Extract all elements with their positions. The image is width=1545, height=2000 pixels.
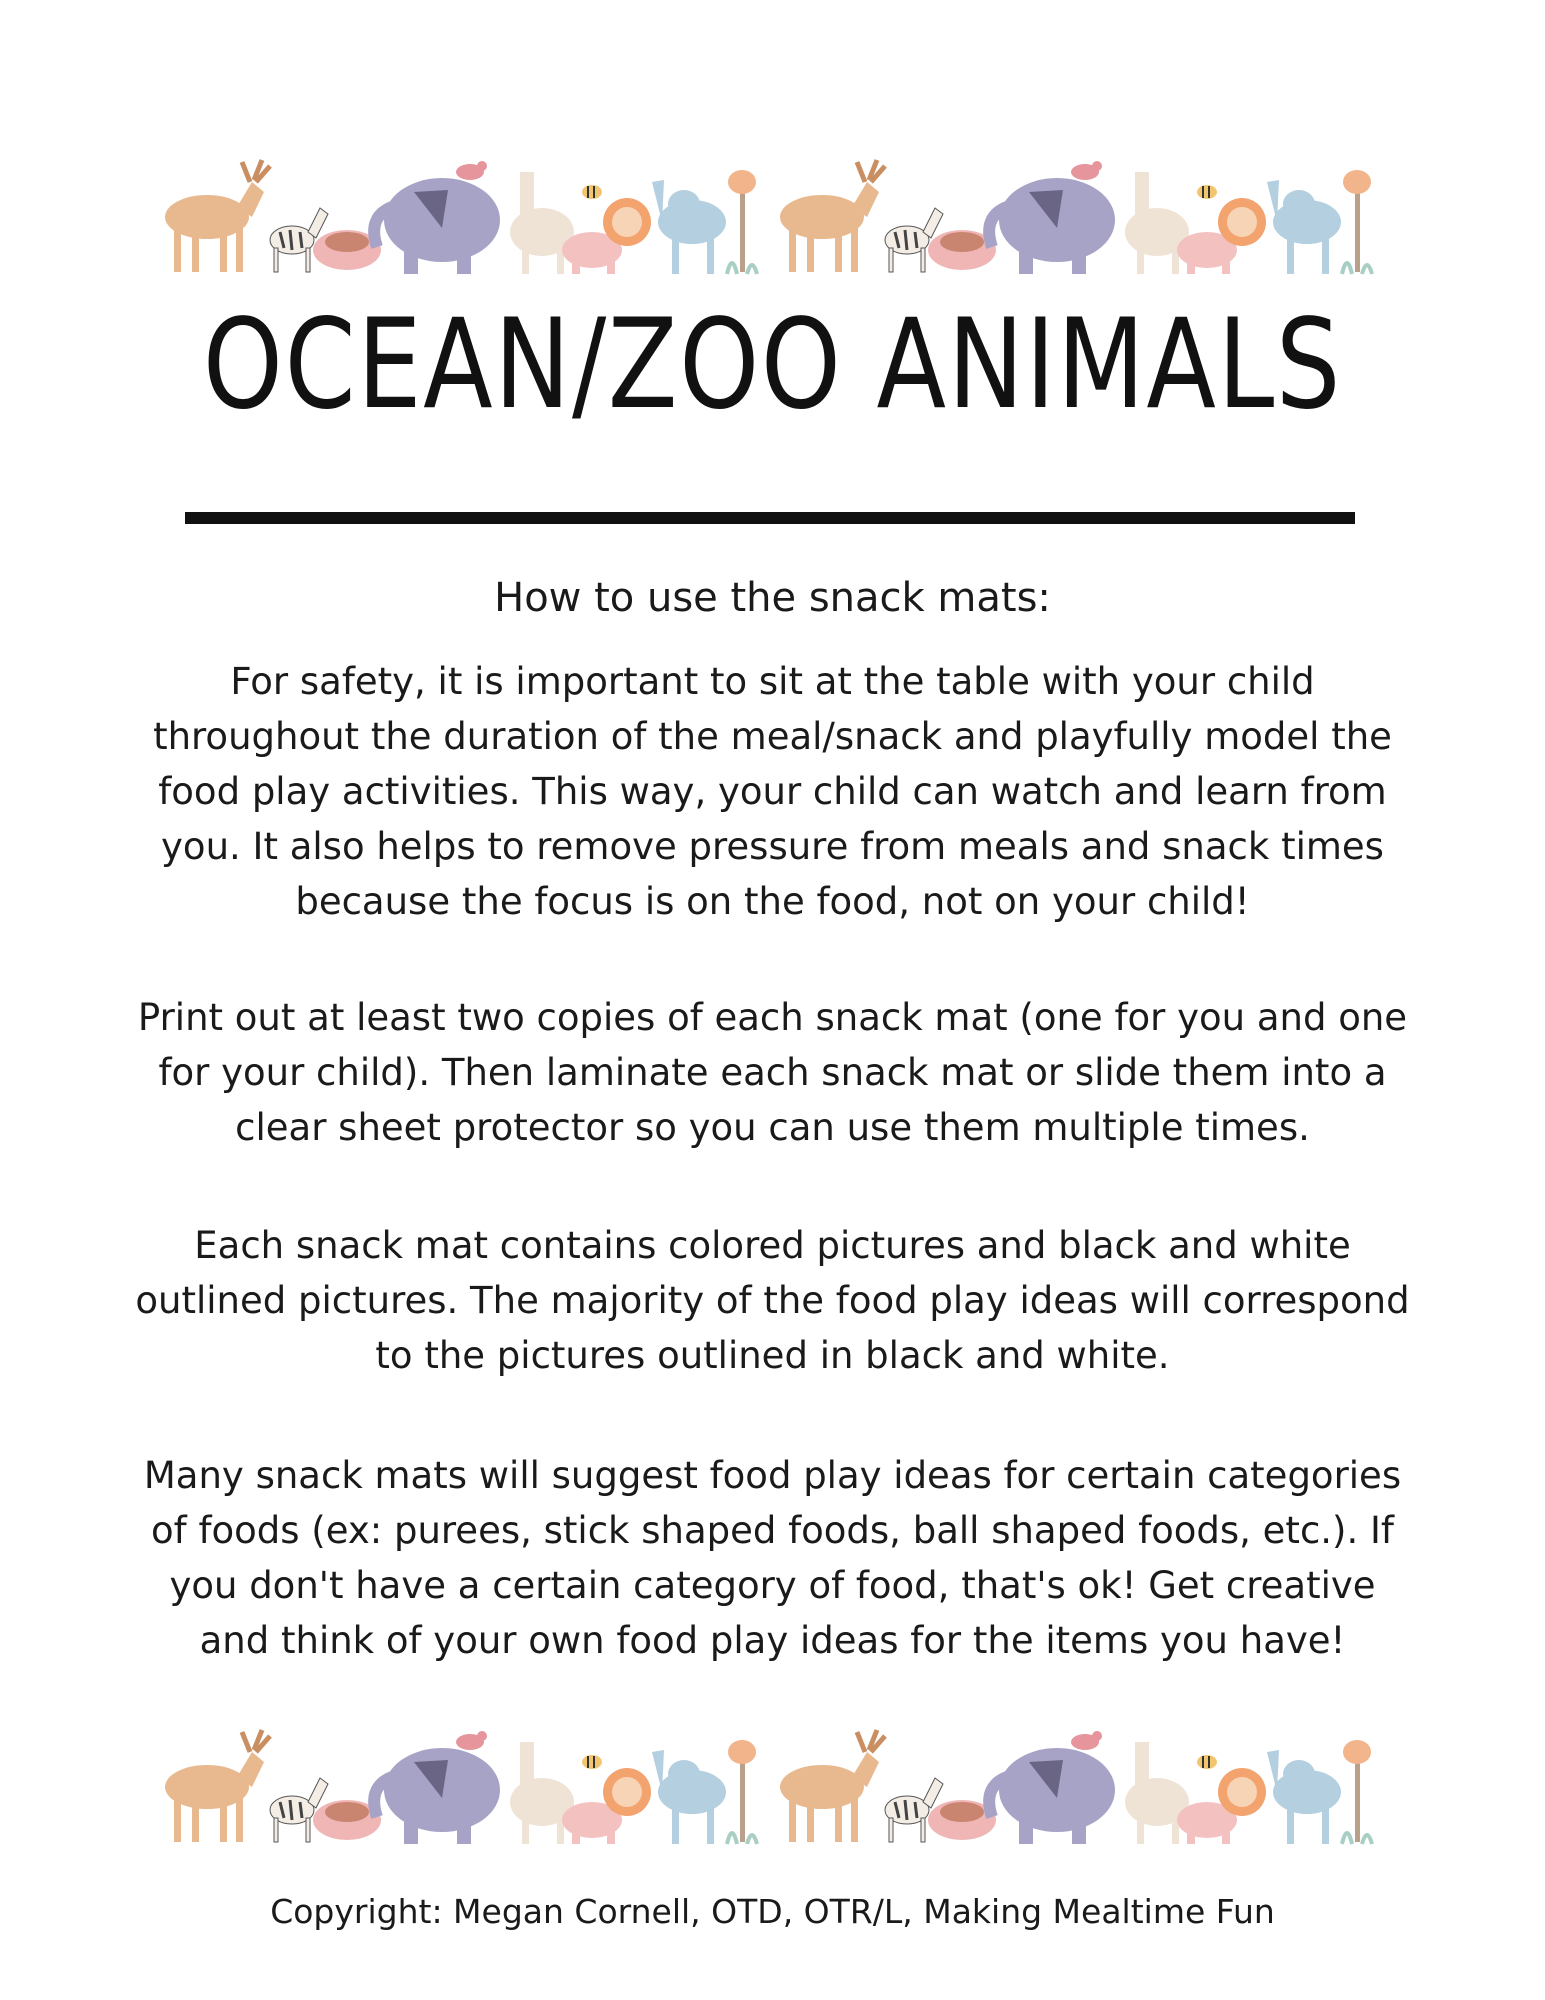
animal-banner-top — [152, 152, 1392, 277]
animal-banner-bottom — [152, 1722, 1392, 1847]
title-divider — [185, 512, 1355, 524]
paragraph-food-categories: Many snack mats will suggest food play ideas for certain categories of foods (ex: purees, stick shaped foods, ball shaped foods, etc.). If you don't have a certain category of food, that's ok! Get creative and think of your own food play ideas for the items you have! — [143, 1454, 1402, 1662]
copyright-text: Copyright: Megan Cornell, OTD, OTR/L, Making Mealtime Fun — [270, 1892, 1275, 1931]
instructions-heading: How to use the snack mats: — [494, 575, 1051, 621]
paragraph-pictures: Each snack mat contains colored pictures and black and white outlined pictures. The majority of the food play ideas will correspond to the pictures outlined in black and white. — [135, 1224, 1410, 1377]
paragraph-print: Print out at least two copies of each snack mat (one for you and one for your child). Then laminate each snack mat or slide them into a clear sheet protector so you can use them multiple times. — [137, 996, 1408, 1149]
page-title: OCEAN/ZOO ANIMALS — [202, 293, 1343, 437]
paragraph-safety: For safety, it is important to sit at the table with your child throughout the duration of the meal/snack and playfully model the food play activities. This way, your child can watch and learn from you. It also helps to remove pressure from meals and snack times because the focus is on the food, not on your child! — [153, 660, 1392, 923]
